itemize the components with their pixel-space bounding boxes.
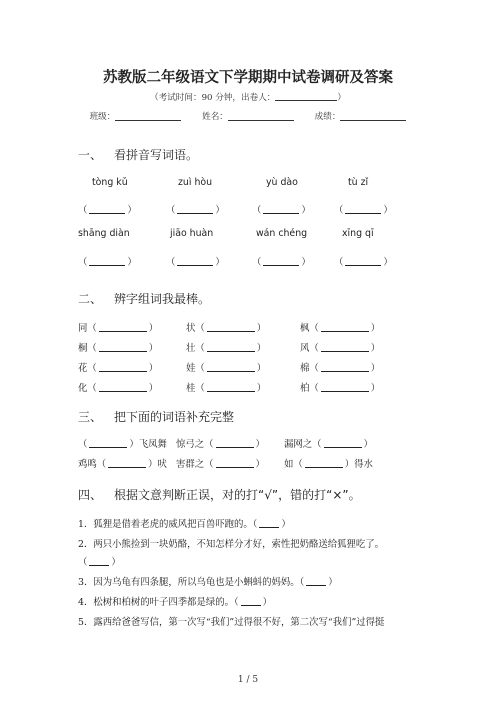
answer-blank[interactable]: （ ）: [252, 205, 311, 216]
judge-question: 3．因为乌龟有四条腿，所以乌龟也是小蝌蚪的妈妈。（ ）: [78, 577, 338, 588]
pinyin: shāng diàn: [78, 228, 130, 239]
section-number: 一、: [78, 148, 103, 162]
idiom-blank[interactable]: 如（ ）得水: [284, 459, 373, 470]
class-label: 班级：: [89, 112, 116, 122]
name-field[interactable]: [228, 110, 294, 121]
answer-blank[interactable]: （ ）: [166, 257, 225, 268]
char-compound-blank[interactable]: 同（ ）: [78, 323, 159, 334]
judge-question: 5．露西给爸爸写信，第一次写“我们”过得很不好，第二次写“我们”过得挺: [78, 617, 385, 628]
pinyin: tù zǐ: [348, 177, 369, 188]
answer-blank[interactable]: （ ）: [334, 257, 393, 268]
answer-blank[interactable]: （ ）: [334, 205, 393, 216]
judge-answer-blank[interactable]: [259, 518, 279, 528]
pinyin: xīng qī: [342, 228, 374, 239]
answer-blank[interactable]: （ ）: [252, 257, 311, 268]
section-title: 辨字组词我最棒。: [114, 292, 211, 306]
char-compound-blank[interactable]: 壮（ ）: [186, 343, 267, 354]
pinyin: yù dào: [266, 177, 298, 188]
judge-question: 1．狐狸是借着老虎的威风把百兽吓跑的。（ ）: [78, 519, 291, 530]
class-field[interactable]: [115, 110, 181, 121]
char-compound-blank[interactable]: 化（ ）: [78, 383, 159, 394]
section-number: 三、: [78, 410, 103, 424]
student-info-row: [0, 110, 496, 122]
pinyin: wán chéng: [256, 228, 308, 239]
idiom-blank[interactable]: 鸡鸣（ ）吠: [78, 459, 167, 470]
idiom-blank[interactable]: 惊弓之（ ）: [176, 439, 265, 450]
pinyin: zuì hòu: [178, 177, 213, 188]
idiom-blank[interactable]: 漏网之（ ）: [284, 439, 373, 450]
judge-question: 2．两只小熊捡到一块奶酪，不知怎样分才好，索性把奶酪送给狐狸吃了。: [78, 539, 384, 550]
pinyin: tòng kǔ: [92, 177, 128, 188]
page-title: 苏教版二年级语文下学期期中试卷调研及答案: [103, 70, 393, 86]
section-1-heading: [78, 146, 198, 163]
answer-blank[interactable]: （ ）: [166, 205, 225, 216]
subtitle-suffix: ）: [337, 93, 346, 103]
judge-question-continued: （ ）: [78, 557, 121, 568]
score-label: 成绩：: [314, 112, 341, 122]
judge-answer-blank[interactable]: [241, 596, 261, 606]
answer-blank[interactable]: （ ）: [78, 205, 137, 216]
section-number: 二、: [78, 292, 103, 306]
judge-question: 4．松树和柏树的叶子四季都是绿的。（ ）: [78, 597, 273, 608]
score-field[interactable]: [340, 110, 406, 121]
char-compound-blank[interactable]: 状（ ）: [186, 323, 267, 334]
section-number: 四、: [78, 488, 103, 502]
author-blank[interactable]: [275, 91, 337, 101]
char-compound-blank[interactable]: 桂（ ）: [186, 383, 267, 394]
subtitle-prefix: （考试时间：90 分钟，出卷人：: [150, 93, 276, 103]
char-compound-blank[interactable]: 枫（ ）: [300, 323, 381, 334]
exam-subtitle: [0, 91, 496, 103]
section-4-heading: [78, 486, 361, 503]
judge-answer-blank[interactable]: [89, 556, 109, 566]
char-compound-blank[interactable]: 柏（ ）: [300, 383, 381, 394]
answer-blank[interactable]: （ ）: [78, 257, 137, 268]
char-compound-blank[interactable]: 娃（ ）: [186, 363, 267, 374]
char-compound-blank[interactable]: 桐（ ）: [78, 343, 159, 354]
name-label: 姓名：: [202, 112, 228, 122]
section-3-heading: [78, 408, 234, 425]
char-compound-blank[interactable]: 棉（ ）: [300, 363, 381, 374]
judge-answer-blank[interactable]: [306, 576, 326, 586]
section-title: 根据文意判断正误，对的打“√”，错的打“×”。: [114, 488, 361, 502]
char-compound-blank[interactable]: 花（ ）: [78, 363, 159, 374]
section-2-heading: [78, 290, 210, 307]
page-number: 1 / 5: [237, 675, 259, 685]
idiom-blank[interactable]: 害群之（ ）: [176, 459, 265, 470]
section-title: 把下面的词语补充完整: [114, 410, 235, 424]
char-compound-blank[interactable]: 风（ ）: [300, 343, 381, 354]
idiom-blank[interactable]: （ ）飞凤舞: [78, 439, 167, 450]
pinyin: jiāo huàn: [170, 228, 214, 239]
section-title: 看拼音写词语。: [114, 148, 199, 162]
